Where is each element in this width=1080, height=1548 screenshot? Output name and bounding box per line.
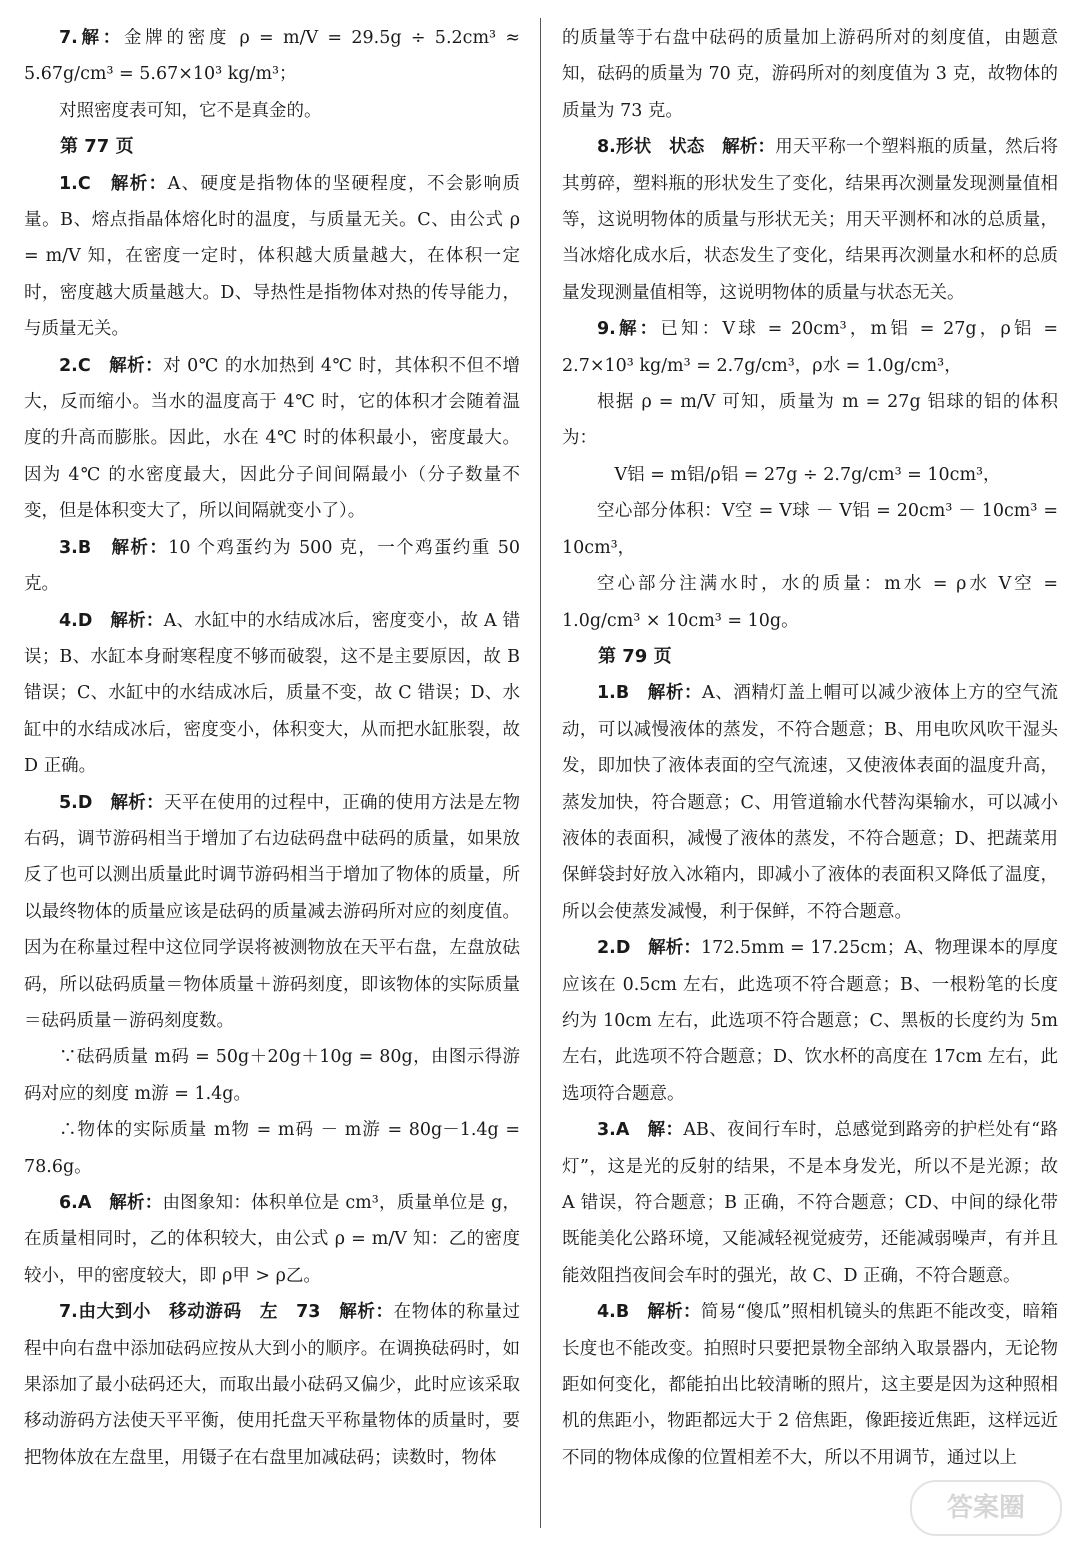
item-number: 4. xyxy=(59,610,78,631)
answer-key: B 解析： xyxy=(77,537,169,558)
answer-text: 用天平称一个塑料瓶的质量，然后将其剪碎，塑料瓶的形状发生了变化，结果再次测量发现测量值相等，这说明物体的质量与形状无关；用天平测杯和冰的总质量，当冰熔化成水后，状态发生了变化，结果再次测量水和杯的总质量发现测量值相等，这说明物体的质量与状态无关。 xyxy=(562,137,1059,303)
formula-line: V铝 = m铝/ρ铝 = 27g ÷ 2.7g/cm³ = 10cm³， xyxy=(614,464,1001,485)
item-number: 6. xyxy=(59,1193,78,1213)
item-number: 7. xyxy=(59,28,78,48)
answer-line: 对照密度表可知，它不是真金的。 xyxy=(59,100,322,121)
answer-text: A、水缸中的水结成冰后，密度变小，故 A 错误；B、水缸本身耐寒程度不够而破裂，这不是主要原因，故 B 错误；C、水缸中的水结成冰后，质量不变，故 C 错误；D、水缸中的水结成冰后，密度变小，体积变大，从而把水缸胀裂，故 D 正确。 xyxy=(24,610,520,777)
column-divider xyxy=(540,18,541,1528)
answer-text: 由图象知：体积单位是 cm³，质量单位是 g，在质量相同时，乙的体积较大，由公式 ρ = m/V 知：乙的密度较小，甲的密度较大，即 ρ甲 > ρ乙。 xyxy=(24,1193,520,1286)
answer-item xyxy=(24,166,520,348)
answer-text: 金牌的密度 ρ = m/V = 29.5g ÷ 5.2cm³ ≈ 5.67g/cm³ = 5.67×10³ kg/m³； xyxy=(24,28,521,85)
continued-text: 的质量等于右盘中砝码的质量加上游码所对的刻度值，由题意知，砝码的质量为 70 克，游码所对的刻度值为 3 克，故物体的质量为 73 克。 xyxy=(562,28,1058,121)
watermark-logo: 答案圈 xyxy=(910,1480,1062,1536)
answer-key: B 解析： xyxy=(615,683,703,704)
answer-item xyxy=(24,603,520,785)
answer-text: A、硬度是指物体的坚硬程度，不会影响质量。B、熔点指晶体熔化时的温度，与质量无关。C、由公式 ρ = m/V 知，在密度一定时，体积越大质量越大，在体积一定时，密度越大质量越大。D、导热性是指物体对热的传导能力，与质量无关。 xyxy=(24,173,520,340)
answer-text: AB、夜间行车时，总感觉到路旁的护栏处有“路灯”，这是光的反射的结果，不是本身发光，所以不是光源；故 A 错误，符合题意；B 正确，不符合题意；CD、中间的绿化带既能美化公路环境，又能减轻视觉疲劳，还能减弱噪声，有并且能效阻挡夜间会车时的强光，故 C、D 正确，不符合题意。 xyxy=(562,1120,1058,1286)
item-number: 3. xyxy=(597,1120,616,1141)
answer-item xyxy=(562,129,1058,311)
answer-text: 172.5mm = 17.25cm；A、物理课本的厚度应该在 0.5cm 左右，此选项不符合题意；B、一根粉笔的长度约为 10cm 左右，此选项不符合题意；C、黑板的长度约为 5m 左右，此选项不符合题意；D、饮水杯的高度在 17cm 左右，此选项符合题意。 xyxy=(562,938,1058,1104)
item-number: 3. xyxy=(59,537,78,558)
item-number: 9. xyxy=(597,319,616,340)
item-number: 1. xyxy=(597,683,616,704)
answer-item xyxy=(24,348,520,530)
item-number: 2. xyxy=(59,355,78,376)
left-column xyxy=(24,20,520,1476)
answer-item xyxy=(562,1294,1058,1476)
answer-key: 解： xyxy=(77,28,125,48)
answer-key: D 解析： xyxy=(77,792,164,813)
answer-text: 天平在使用的过程中，正确的使用方法是左物右码，调节游码相当于增加了右边砝码盘中砝码的质量，如果放反了也可以测出质量此时调节游码相当于增加了物体的质量，所以最终物体的质量应该是砝码的质量减去游码所对应的刻度值。因为在称量过程中这位同学误将被测物放在天平右盘，左盘放砝码，所以砝码质量＝物体质量＋游码刻度，即该物体的实际质量＝砝码质量－游码刻度数。 xyxy=(24,792,521,1031)
answer-key: D 解析： xyxy=(77,610,164,631)
answer-item xyxy=(24,1185,520,1294)
answer-text: 10 个鸡蛋约为 500 克，一个鸡蛋约重 50 克。 xyxy=(24,537,520,595)
answer-line: 根据 ρ = m/V 可知，质量为 m = 27g 铝球的铝的体积为： xyxy=(562,392,1058,449)
answer-item xyxy=(24,20,520,93)
answer-item xyxy=(24,530,520,603)
answer-line: ∵砝码质量 m码 = 50g＋20g＋10g = 80g，由图示得游码对应的刻度 m游 = 1.4g。 xyxy=(24,1047,520,1104)
answer-item xyxy=(562,675,1058,930)
answer-text: 在物体的称量过程中向右盘中添加砝码应按从大到小的顺序。在调换砝码时，如果添加了最小砝码还大，而取出最小砝码又偏少，此时应该采取移动游码方法使天平平衡，使用托盘天平称量物体的质量时，要把物体放在左盘里，用镊子在右盘里加减砝码；读数时，物体 xyxy=(24,1302,520,1468)
answer-key: C 解析： xyxy=(77,355,164,376)
answer-item xyxy=(562,930,1058,1112)
answer-key: D 解析： xyxy=(615,938,701,959)
answer-item xyxy=(24,785,520,1040)
answer-item xyxy=(562,1112,1058,1294)
answer-key: C 解析： xyxy=(77,173,168,194)
answer-line: ∴物体的实际质量 m物 = m码 － m游 = 80g－1.4g = 78.6g。 xyxy=(24,1120,520,1177)
item-number: 5. xyxy=(59,792,78,813)
item-number: 8. xyxy=(597,137,616,158)
answer-item xyxy=(24,1294,520,1476)
answer-key: A 解析： xyxy=(77,1193,163,1213)
page-heading: 第 79 页 xyxy=(598,645,672,667)
answer-key: 由大到小 移动游码 左 73 解析： xyxy=(77,1302,394,1323)
item-number: 1. xyxy=(59,173,78,194)
item-number: 7. xyxy=(59,1302,78,1323)
answer-key: B 解析： xyxy=(615,1302,701,1323)
answer-item xyxy=(562,311,1058,384)
answer-text: 简易“傻瓜”照相机镜头的焦距不能改变，暗箱长度也不能改变。拍照时只要把景物全部纳入取景器内，无论物距如何变化，都能拍出比较清晰的照片，这主要是因为这种照相机的焦距小，物距都远大于 2 倍焦距，像距接近焦距，这样远近不同的物体成像的位置相差不大，所以不用调节，通过以上 xyxy=(562,1302,1058,1468)
answer-key: 形状 状态 解析： xyxy=(615,137,776,158)
answer-text: A、酒精灯盖上帽可以减少液体上方的空气流动，可以减慢液体的蒸发，不符合题意；B、用电吹风吹干湿头发，即加快了液体表面的空气流速，又使液体表面的温度升高，蒸发加快，符合题意；C、用管道输水代替沟渠输水，可以减小液体的表面积，减慢了液体的蒸发，不符合题意；D、把蔬菜用保鲜袋封好放入冰箱内，即减小了液体的表面积又降低了温度，所以会使蒸发减慢，利于保鲜，不符合题意。 xyxy=(562,683,1059,922)
item-number: 4. xyxy=(597,1302,616,1323)
page-heading: 第 77 页 xyxy=(60,136,134,158)
right-column xyxy=(562,20,1058,1476)
answer-line: 空心部分体积：V空 = V球 － V铝 = 20cm³ － 10cm³ = 10cm³， xyxy=(562,501,1058,558)
item-number: 2. xyxy=(597,938,616,959)
answer-text: 已知：V球 = 20cm³，m铝 = 27g，ρ铝 = 2.7×10³ kg/m³ = 2.7g/cm³，ρ水 = 1.0g/cm³， xyxy=(562,319,1058,376)
answer-line: 空心部分注满水时，水的质量：m水 = ρ水 V空 = 1.0g/cm³ × 10cm³ = 10g。 xyxy=(562,574,1058,631)
answer-key: A 解： xyxy=(615,1120,684,1141)
answer-text: 对 0℃ 的水加热到 4℃ 时，其体积不但不增大，反而缩小。当水的温度高于 4℃ 时，它的体积才会随着温度的升高而膨胀。因此，水在 4℃ 时的体积最小，密度最大。因为 4℃ 的水密度最大，因此分子间间隔最小（分子数量不变，但是体积变大了，所以间隔就变小了）。 xyxy=(24,355,521,522)
answer-key: 解： xyxy=(615,319,661,340)
